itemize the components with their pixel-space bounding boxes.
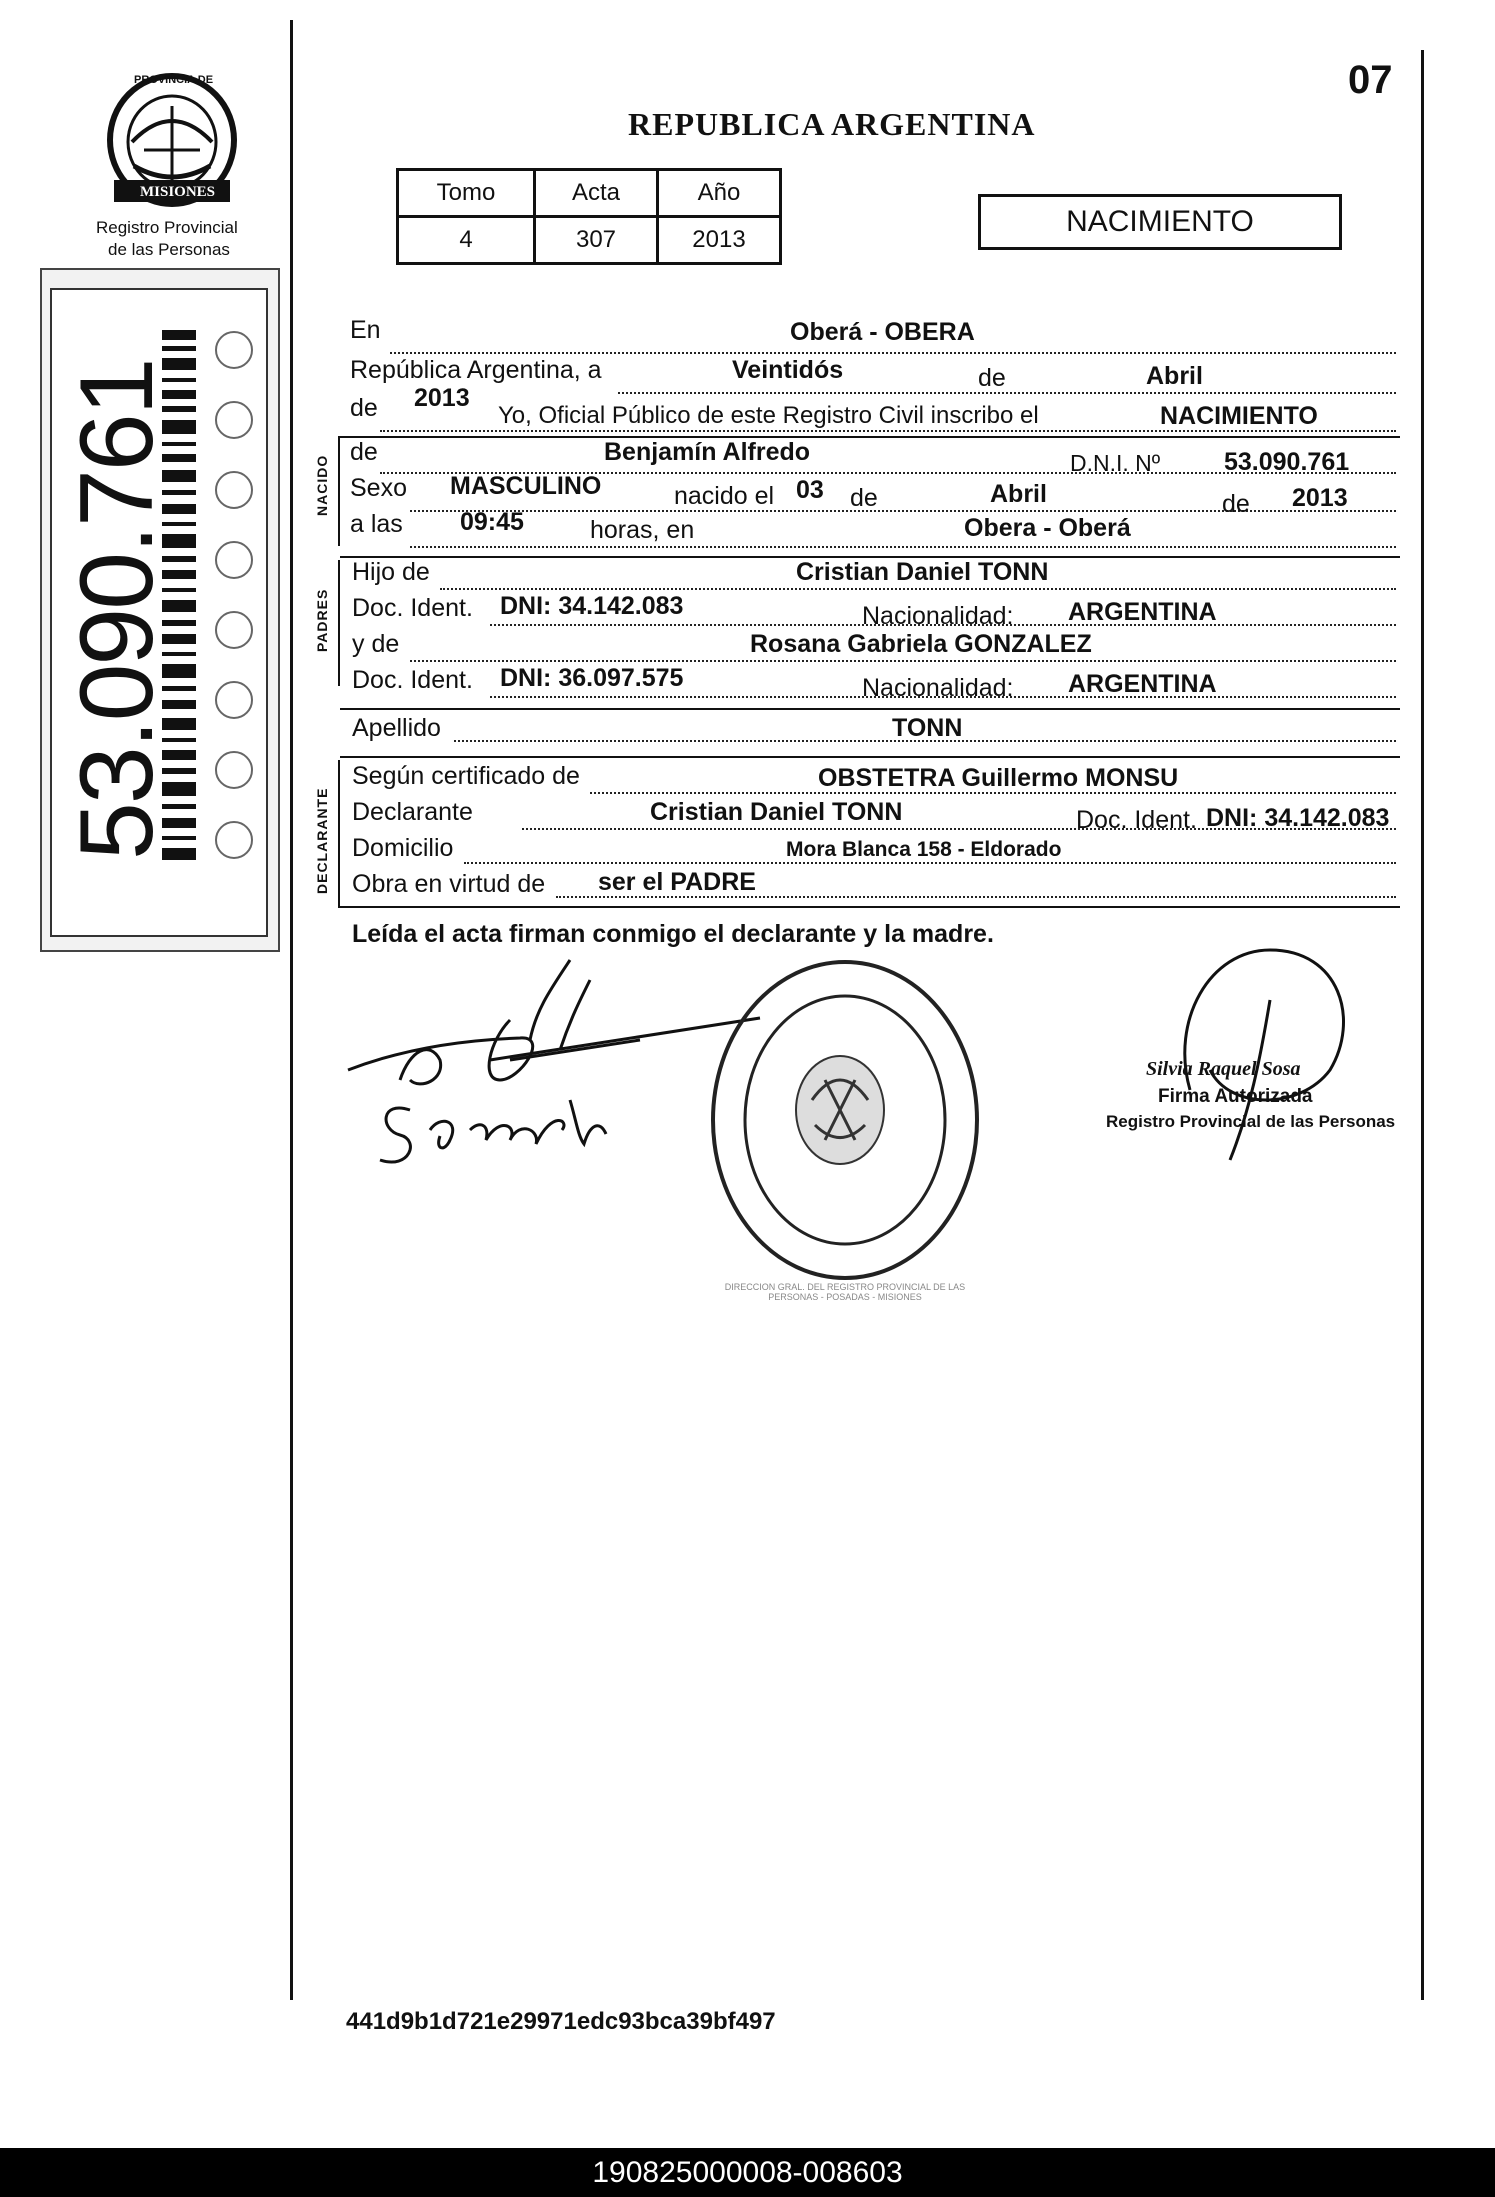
name-value: Benjamín Alfredo xyxy=(604,438,811,466)
en-value: Oberá - OBERA xyxy=(790,318,975,346)
official-office: Registro Provincial de las Personas xyxy=(1106,1112,1396,1131)
sex-label: Sexo xyxy=(350,474,407,502)
value-acta: 307 xyxy=(535,217,658,264)
rule-declarant-top xyxy=(340,756,1400,758)
surname-label: Apellido xyxy=(352,714,441,742)
record-type-box: NACIMIENTO xyxy=(978,194,1342,250)
section-label-parents: PADRES xyxy=(314,588,330,652)
province-logo xyxy=(104,70,240,210)
official-name: Silvia Raquel Sosa xyxy=(1146,1058,1301,1080)
father-label: Hijo de xyxy=(352,558,430,586)
official-title: Firma Autorizada xyxy=(1158,1086,1313,1107)
born-de-label: de xyxy=(850,484,878,512)
value-anio: 2013 xyxy=(658,217,781,264)
month-value: Abril xyxy=(1146,362,1203,390)
day-value: Veintidós xyxy=(732,356,844,384)
place-value: Obera - Oberá xyxy=(964,514,1131,542)
born-day: 03 xyxy=(796,476,824,504)
rule-declarant-bottom xyxy=(340,906,1400,908)
value-tomo: 4 xyxy=(398,217,535,264)
declarant-doc-value: DNI: 34.142.083 xyxy=(1206,804,1390,832)
closing-text: Leída el acta firman conmigo el declarante y la madre. xyxy=(352,920,994,948)
republic-label: República Argentina, a xyxy=(350,356,602,384)
father-nat-label: Nacionalidad: xyxy=(862,602,1014,630)
reference-table xyxy=(396,168,782,265)
father-value: Cristian Daniel TONN xyxy=(796,558,1049,586)
document-hash: 441d9b1d721e29971edc93bca39bf497 xyxy=(346,2008,776,2035)
official-signature xyxy=(1150,940,1380,1170)
row-date-dots xyxy=(618,392,1396,394)
domicile-label: Domicilio xyxy=(352,834,454,862)
born-label: nacido el xyxy=(674,482,775,510)
hours-label: horas, en xyxy=(590,516,695,544)
logo-bottom-text: MISIONES xyxy=(140,184,216,200)
row-domicile-dots xyxy=(464,862,1396,864)
country-title: REPUBLICA ARGENTINA xyxy=(628,106,1036,142)
header-anio: Año xyxy=(658,170,781,217)
barcode-number: 53.090.761 xyxy=(59,359,175,860)
section-label-declarant: DECLARANTE xyxy=(314,787,330,894)
domicile-value: Mora Blanca 158 - Eldorado xyxy=(786,838,1062,861)
year-value: 2013 xyxy=(414,384,470,412)
surname-value: TONN xyxy=(892,714,963,742)
left-border xyxy=(290,20,293,2000)
section-rule-born xyxy=(338,436,340,546)
dni-label: D.N.I. Nº xyxy=(1070,450,1161,476)
month-de-label: de xyxy=(978,364,1006,392)
rule-surname-top xyxy=(340,708,1400,710)
row-time-dots xyxy=(410,546,1396,548)
born-de2-label: de xyxy=(1222,490,1250,518)
header-acta: Acta xyxy=(535,170,658,217)
section-label-born: NACIDO xyxy=(314,454,330,516)
official-seal xyxy=(700,950,990,1290)
declarant-doc-label: Doc. Ident. xyxy=(1076,806,1197,834)
section-rule-parents xyxy=(338,560,340,686)
father-doc-label: Doc. Ident. xyxy=(352,594,473,622)
born-month: Abril xyxy=(990,480,1047,508)
mother-doc-value: DNI: 36.097.575 xyxy=(500,664,684,692)
sex-value: MASCULINO xyxy=(450,472,602,500)
header-tomo: Tomo xyxy=(398,170,535,217)
time-label: a las xyxy=(350,510,403,538)
declarant-label: Declarante xyxy=(352,798,473,826)
seal-text: DIRECCION GRAL. DEL REGISTRO PROVINCIAL DE LAS PERSONAS - POSADAS - MISIONES xyxy=(724,1282,966,1302)
mother-nat-value: ARGENTINA xyxy=(1068,670,1217,698)
time-value: 09:45 xyxy=(460,508,524,536)
born-year: 2013 xyxy=(1292,484,1348,512)
registry-caption-1: Registro Provincial xyxy=(96,218,238,237)
cert-value: OBSTETRA Guillermo MONSU xyxy=(818,764,1179,792)
en-label: En xyxy=(350,316,381,344)
year-de-label: de xyxy=(350,394,378,422)
barcode-icon xyxy=(162,310,262,930)
mother-doc-label: Doc. Ident. xyxy=(352,666,473,694)
row-father-dots xyxy=(440,588,1396,590)
name-label: de xyxy=(350,438,378,466)
registry-caption-2: de las Personas xyxy=(108,240,230,259)
section-rule-declarant xyxy=(338,760,340,908)
mother-nat-label: Nacionalidad: xyxy=(862,674,1014,702)
rule-born-top xyxy=(340,436,1400,438)
virtue-value: ser el PADRE xyxy=(598,868,756,896)
footer-code: 190825000008-008603 xyxy=(0,2148,1495,2197)
right-border xyxy=(1421,50,1424,2000)
declarant-value: Cristian Daniel TONN xyxy=(650,798,903,826)
virtue-label: Obra en virtud de xyxy=(352,870,546,898)
row-en-dots xyxy=(390,352,1396,354)
inscribo-value: NACIMIENTO xyxy=(1160,402,1318,430)
dni-value: 53.090.761 xyxy=(1224,448,1350,476)
logo-top-text: PROVINCIA DE xyxy=(134,74,214,86)
row-mother-dots xyxy=(410,660,1396,662)
father-nat-value: ARGENTINA xyxy=(1068,598,1217,626)
cert-label: Según certificado de xyxy=(352,762,580,790)
mother-value: Rosana Gabriela GONZALEZ xyxy=(750,630,1092,658)
father-doc-value: DNI: 34.142.083 xyxy=(500,592,684,620)
page-number: 07 xyxy=(1348,58,1393,102)
inscribo-label: Yo, Oficial Público de este Registro Civil inscribo el xyxy=(498,402,1039,429)
mother-label: y de xyxy=(352,630,400,658)
